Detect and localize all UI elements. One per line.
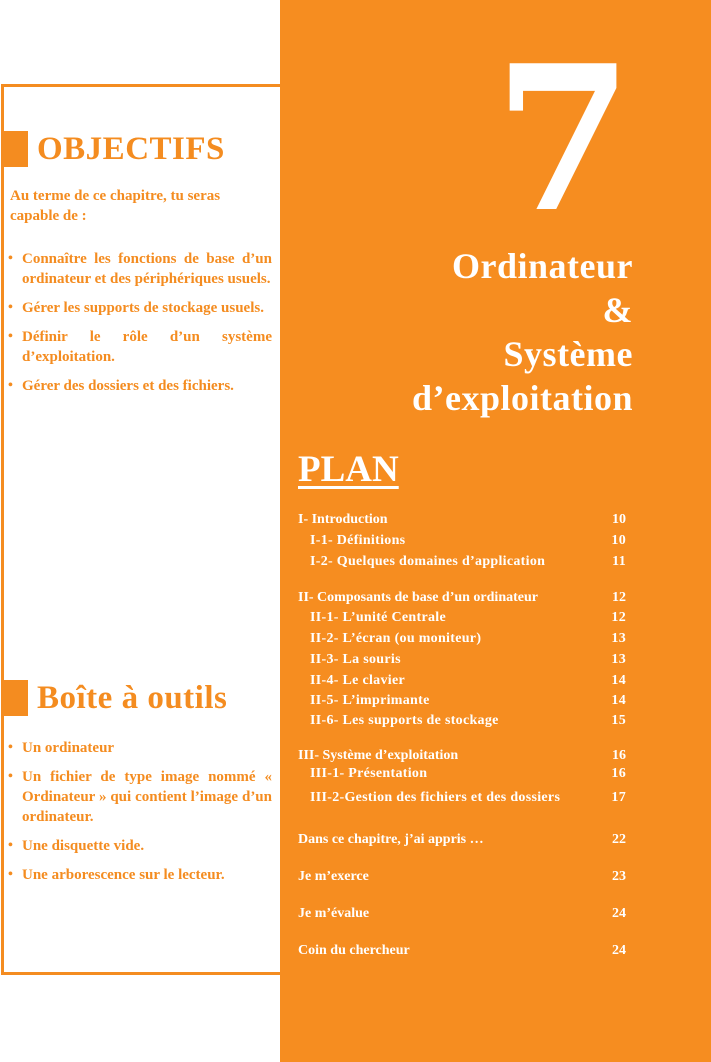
toc-label: III-1- Présentation [310, 766, 428, 781]
toolbox-item: • Un fichier de type image nommé « Ordinateur » qui contient l’image d’un ordinateur. [8, 767, 272, 827]
toc-entry[interactable] [298, 509, 626, 530]
toc-entry[interactable] [298, 691, 626, 710]
toc-label: II-2- L’écran (ou moniteur) [310, 631, 482, 646]
chapter-title-line: & [602, 290, 633, 330]
toc-page: 15 [611, 713, 626, 728]
toc-page: 24 [612, 943, 626, 958]
toc-label: II-3- La souris [310, 652, 401, 667]
toc-label: Dans ce chapitre, j’ai appris … [298, 832, 484, 847]
toc-label: III- Système d’exploitation [298, 748, 459, 763]
toc-label: I-2- Quelques domaines d’application [310, 554, 546, 569]
toc-entry[interactable] [298, 765, 626, 783]
toc-entry[interactable] [298, 588, 626, 607]
toc-entry[interactable] [298, 747, 626, 765]
toc-page: 13 [611, 631, 626, 646]
plan-title: PLAN [298, 449, 399, 490]
objectives-heading [3, 131, 225, 167]
toc-label: II-1- L’unité Centrale [310, 610, 446, 625]
toc-page: 14 [611, 693, 626, 708]
toc-entry[interactable] [298, 903, 626, 940]
toc-label: II-5- L’imprimante [310, 693, 430, 708]
toc-label: I- Introduction [298, 512, 388, 527]
chapter-title-line: d’exploitation [411, 378, 633, 418]
chapter-title [412, 244, 633, 420]
toc-label: Je m’exerce [298, 869, 369, 884]
toc-label: II-6- Les supports de stockage [310, 713, 499, 728]
toc-page: 17 [611, 790, 626, 805]
toc-entry[interactable] [298, 530, 626, 551]
toc-entry[interactable] [298, 783, 626, 813]
toc-page: 11 [612, 554, 626, 569]
toc-entry[interactable] [298, 710, 626, 731]
toc-entry[interactable] [298, 670, 626, 691]
toc-entry[interactable] [298, 607, 626, 628]
toc-entry[interactable] [298, 649, 626, 670]
heading-marker-block [3, 680, 28, 716]
toolbox-item: • Un ordinateur [8, 738, 272, 758]
toc-entry[interactable] [298, 551, 626, 572]
toc-label: Je m’évalue [298, 906, 370, 921]
heading-marker-block [3, 131, 28, 167]
objectives-title: OBJECTIFS [37, 131, 225, 167]
objective-item: • Gérer des dossiers et des fichiers. [8, 376, 272, 396]
toc-page: 24 [612, 906, 626, 921]
toc-label: Coin du chercheur [298, 943, 410, 958]
toolbox-title: Boîte à outils [37, 680, 228, 716]
toc-page: 22 [612, 832, 626, 847]
chapter-panel [280, 0, 711, 1062]
toc-page: 13 [611, 652, 626, 667]
chapter-number: 7 [493, 22, 633, 257]
toc-entry[interactable] [298, 829, 626, 866]
objective-item: • Gérer les supports de stockage usuels. [8, 298, 272, 318]
toc-label: III-2-Gestion des fichiers et des dossiers [310, 790, 561, 805]
toc-label: II-4- Le clavier [310, 673, 405, 688]
toc-entry[interactable] [298, 866, 626, 903]
toolbox-heading [3, 680, 227, 716]
toc-entry[interactable] [298, 940, 626, 961]
toc-entry[interactable] [298, 628, 626, 649]
table-of-contents [298, 509, 626, 961]
toc-page: 12 [612, 590, 626, 605]
toolbox-item: • Une arborescence sur le lecteur. [8, 865, 272, 885]
toc-label: II- Composants de base d’un ordinateur [298, 590, 538, 605]
chapter-title-line: Système [503, 334, 633, 374]
toc-page: 16 [611, 766, 626, 781]
toc-page: 12 [611, 610, 626, 625]
toc-label: I-1- Définitions [310, 533, 406, 548]
objective-item: • Définir le rôle d’un système d’exploitation. [8, 327, 272, 367]
toolbox-item: • Une disquette vide. [8, 836, 272, 856]
toc-page: 10 [611, 533, 626, 548]
chapter-title-line: Ordinateur [452, 246, 633, 286]
toc-page: 14 [611, 673, 626, 688]
objective-item: • Connaître les fonctions de base d’un ordinateur et des périphériques usuels. [8, 249, 272, 289]
objectives-intro: Au terme de ce chapitre, tu seras capable de : [10, 188, 221, 224]
objectives-list [8, 249, 272, 405]
toc-page: 23 [612, 869, 626, 884]
toc-page: 10 [612, 512, 626, 527]
toolbox-list [8, 738, 272, 894]
toc-page: 16 [612, 748, 626, 763]
